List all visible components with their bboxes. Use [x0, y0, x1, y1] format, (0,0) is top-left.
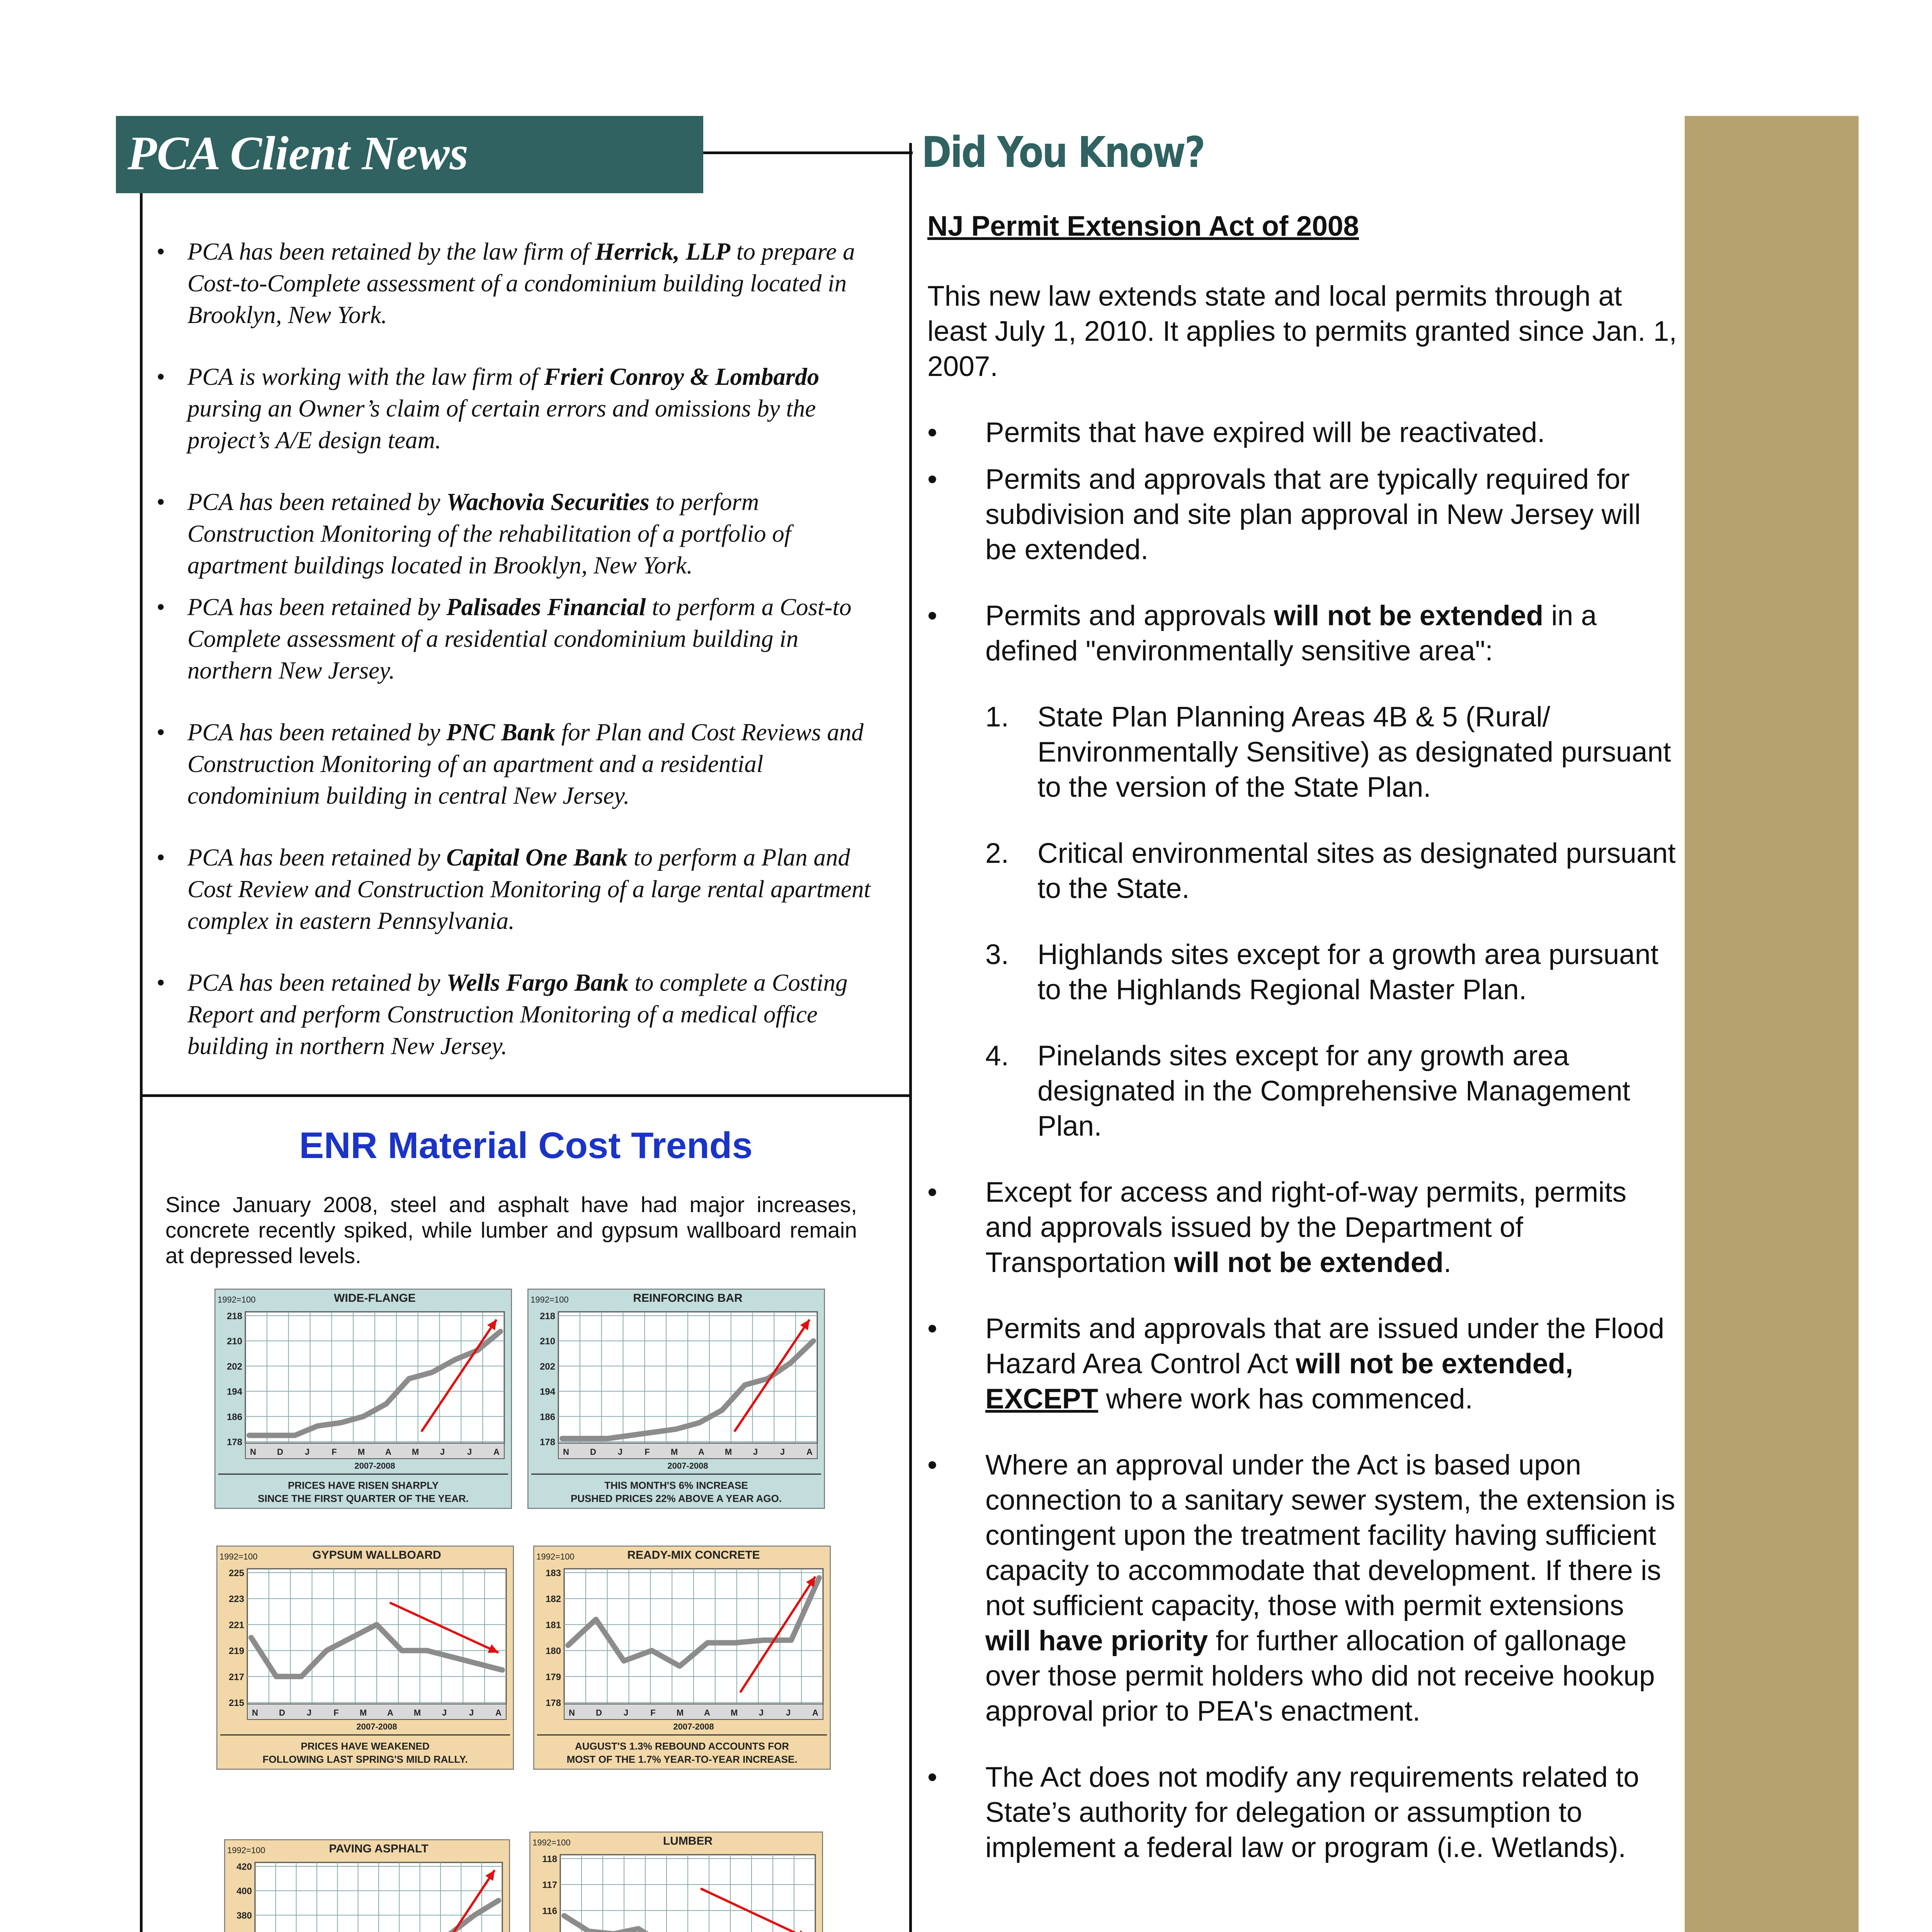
did-you-know-body: [927, 209, 1677, 1896]
y-tick-label: 380: [236, 1910, 252, 1921]
y-tick-label: 194: [539, 1386, 555, 1397]
news-item: • PCA has been retained by Palisades Financial to perform a Cost-to Complete assessment of a residential condominium building in northern New Jersey.: [156, 594, 852, 684]
bullet-item: • The Act does not modify any requirements related to State’s authority for delegation or assumption to implement a federal law or program (i.e. Wetlands).: [927, 1762, 1639, 1863]
client-news-title: PCA Client News: [128, 127, 468, 180]
x-tick-label: J: [780, 1447, 785, 1457]
news-item: • PCA has been retained by Capital One Bank to perform a Plan and Cost Review and Construction Monitoring of a large rental apartment complex in eastern Pennsylvania.: [156, 844, 871, 934]
news-item: • PCA has been retained by Wachovia Securities to perform Construction Monitoring of the rehabilitation of a portfolio of apartment buildings located in Brooklyn, New York.: [156, 488, 791, 579]
numbered-item: 4. Pinelands sites except for any growth area designated in the Comprehensive Management Plan.: [985, 1040, 1630, 1142]
x-tick-label: A: [704, 1708, 710, 1718]
y-tick-label: 180: [545, 1646, 561, 1656]
x-tick-label: N: [252, 1708, 258, 1718]
y-tick-label: 217: [228, 1672, 244, 1682]
chart-title: GYPSUM WALLBOARD: [312, 1549, 441, 1561]
y-tick-label: 218: [539, 1311, 555, 1321]
x-tick-label: N: [569, 1708, 575, 1718]
x-tick-label: M: [359, 1708, 367, 1718]
y-tick-label: 194: [226, 1386, 242, 1397]
y-tick-label: 178: [545, 1698, 561, 1708]
y-tick-label: 218: [226, 1311, 242, 1321]
period-label: 2007-2008: [356, 1722, 397, 1731]
x-tick-label: A: [493, 1447, 500, 1457]
news-item: • PCA has been retained by Wells Fargo Bank to complete a Costing Report and perform Construction Monitoring of a medical office building in northern New Jersey.: [156, 969, 848, 1060]
chart-wide-flange: [214, 1289, 512, 1509]
chart-base-label: 1992=100: [536, 1552, 575, 1561]
bullet-item: • Where an approval under the Act is based upon connection to a sanitary sewer system, the extension is contingent upon the treatment facility having sufficient capacity to accommodate that development. If there is not sufficient capacity, those with permit extensions will have priority for further allocation of gallonage over those permit holders who did not receive hookup approval prior to PEA's enactment.: [927, 1449, 1675, 1727]
client-news-header: [116, 116, 703, 193]
y-tick-label: 215: [228, 1698, 244, 1708]
x-tick-label: M: [412, 1447, 419, 1457]
y-tick-label: 202: [539, 1361, 555, 1372]
x-axis-band: [564, 1704, 823, 1719]
period-label: 2007-2008: [354, 1461, 395, 1471]
bullet-item: • Permits and approvals will not be extended in a defined "environmentally sensitive area":: [927, 600, 1597, 667]
chart-caption: MOST OF THE 1.7% YEAR-TO-YEAR INCREASE.: [566, 1753, 798, 1765]
x-tick-label: A: [495, 1708, 502, 1718]
x-tick-label: J: [306, 1708, 312, 1718]
x-tick-label: A: [812, 1708, 818, 1718]
x-tick-label: J: [617, 1447, 623, 1457]
y-tick-label: 182: [545, 1594, 561, 1605]
chart-title: WIDE-FLANGE: [334, 1292, 416, 1304]
y-tick-label: 186: [226, 1412, 242, 1422]
x-tick-label: A: [698, 1447, 704, 1457]
chart-caption: PUSHED PRICES 22% ABOVE A YEAR AGO.: [570, 1493, 782, 1504]
chart-title: PAVING ASPHALT: [329, 1842, 429, 1855]
y-tick-label: 117: [542, 1880, 557, 1891]
chart-svg: [214, 1289, 512, 1509]
numbered-item: 3. Highlands sites except for a growth area pursuant to the Highlands Regional Master Plan.: [985, 939, 1658, 1005]
chart-svg: [216, 1546, 514, 1770]
x-tick-label: D: [590, 1447, 596, 1457]
chart-lumber: [529, 1832, 823, 1932]
y-tick-label: 221: [228, 1620, 244, 1631]
x-tick-label: F: [332, 1447, 337, 1457]
x-tick-label: J: [623, 1708, 629, 1718]
x-axis-band: [558, 1443, 817, 1459]
chart-base-label: 1992=100: [532, 1838, 571, 1847]
numbered-item: 2. Critical environmental sites as designated pursuant to the State.: [985, 838, 1676, 904]
x-tick-label: A: [806, 1447, 813, 1457]
x-tick-label: D: [596, 1708, 602, 1718]
y-tick-label: 210: [226, 1336, 242, 1347]
y-tick-label: 225: [228, 1568, 244, 1578]
y-tick-label: 186: [539, 1412, 555, 1422]
news-item: • PCA is working with the law firm of Frieri Conroy & Lombardo pursing an Owner’s claim of certain errors and omissions by the project’s A/E design team.: [156, 363, 820, 454]
chart-svg: [224, 1839, 510, 1932]
section-divider: [140, 1094, 912, 1097]
did-you-know-title: Did You Know?: [922, 128, 1204, 177]
x-tick-label: D: [279, 1708, 285, 1718]
y-tick-label: 178: [226, 1437, 242, 1447]
chart-base-label: 1992=100: [227, 1845, 265, 1855]
x-tick-label: A: [385, 1447, 391, 1457]
chart-caption: AUGUST'S 1.3% REBOUND ACCOUNTS FOR: [575, 1740, 789, 1752]
header-rule: [703, 151, 913, 154]
chart-caption: PRICES HAVE RISEN SHARPLY: [287, 1480, 439, 1491]
y-tick-label: 400: [236, 1886, 252, 1897]
client-news-list: [155, 236, 889, 1062]
intro-paragraph: This new law extends state and local permits through at least July 1, 2010. It applies to permits granted since Jan. 1, 2007.: [927, 281, 1677, 382]
chart-caption: FOLLOWING LAST SPRING'S MILD RALLY.: [262, 1753, 468, 1765]
x-tick-label: M: [730, 1708, 738, 1718]
chart-title: REINFORCING BAR: [633, 1292, 743, 1304]
x-tick-label: M: [676, 1708, 684, 1718]
x-tick-label: D: [277, 1447, 283, 1457]
numbered-item: 1. State Plan Planning Areas 4B & 5 (Rural/ Environmentally Sensitive) as designated pursuant to the version of the State Plan.: [985, 701, 1671, 803]
bullet-item: • Permits and approvals that are typically required for subdivision and site plan approval in New Jersey will be extended.: [927, 464, 1641, 565]
chart-svg: [529, 1832, 823, 1932]
x-tick-label: J: [469, 1708, 474, 1718]
x-tick-label: J: [442, 1708, 447, 1718]
x-tick-label: M: [357, 1447, 365, 1457]
x-tick-label: M: [670, 1447, 678, 1457]
x-tick-label: M: [413, 1708, 421, 1718]
chart-base-label: 1992=100: [218, 1295, 256, 1304]
chart-base-label: 1992=100: [531, 1295, 569, 1304]
x-tick-label: A: [387, 1708, 393, 1718]
x-tick-label: J: [304, 1447, 310, 1457]
enr-description: Since January 2008, steel and asphalt have had major increases, concrete recently spiked, while lumber and gypsum wallboard remain at depressed levels.: [165, 1192, 857, 1268]
y-tick-label: 179: [545, 1672, 561, 1682]
chart-svg: [527, 1289, 825, 1509]
chart-reinforcing-bar: [527, 1289, 825, 1509]
y-tick-label: 118: [542, 1854, 557, 1864]
x-tick-label: J: [786, 1708, 791, 1718]
x-axis-band: [247, 1704, 506, 1719]
bullet-item: • Permits and approvals that are issued under the Flood Hazard Area Control Act will not be extended, EXCEPT where work has commenced.: [927, 1313, 1665, 1415]
y-tick-label: 202: [226, 1361, 242, 1372]
x-tick-label: M: [724, 1447, 732, 1457]
chart-base-label: 1992=100: [219, 1552, 258, 1561]
bullet-item: • Permits that have expired will be reactivated.: [927, 417, 1545, 448]
y-tick-label: 181: [545, 1620, 561, 1631]
chart-title: LUMBER: [663, 1835, 713, 1847]
chart-caption: SINCE THE FIRST QUARTER OF THE YEAR.: [258, 1493, 469, 1504]
chart-title: READY-MIX CONCRETE: [627, 1549, 760, 1561]
x-axis-band: [245, 1443, 504, 1459]
chart-svg: [533, 1546, 831, 1770]
y-tick-label: 210: [539, 1336, 555, 1347]
chart-ready-mix-concrete: [533, 1546, 831, 1770]
x-tick-label: J: [759, 1708, 764, 1718]
permit-act-heading: NJ Permit Extension Act of 2008: [927, 211, 1359, 242]
x-tick-label: F: [645, 1447, 650, 1457]
period-label: 2007-2008: [673, 1722, 714, 1731]
x-tick-label: J: [440, 1447, 445, 1457]
x-tick-label: N: [250, 1447, 256, 1457]
y-tick-label: 223: [228, 1594, 244, 1605]
decorative-sidebar: [1685, 116, 1859, 1932]
chart-gypsum-wallboard: [216, 1546, 514, 1770]
bullet-item: • Except for access and right-of-way permits, permits and approvals issued by the Department of Transportation will not be extended.: [927, 1177, 1627, 1278]
period-label: 2007-2008: [667, 1461, 708, 1471]
y-tick-label: 116: [542, 1906, 557, 1917]
x-tick-label: F: [333, 1708, 339, 1718]
chart-caption: PRICES HAVE WEAKENED: [301, 1740, 430, 1752]
chart-caption: THIS MONTH'S 6% INCREASE: [604, 1480, 748, 1491]
y-tick-label: 420: [236, 1862, 252, 1872]
y-tick-label: 178: [539, 1437, 555, 1447]
x-tick-label: N: [563, 1447, 569, 1457]
news-item: • PCA has been retained by the law firm of Herrick, LLP to prepare a Cost-to-Complete assessment of a condominium building located in Brooklyn, New York.: [156, 238, 855, 328]
x-tick-label: F: [650, 1708, 656, 1718]
y-tick-label: 183: [545, 1568, 561, 1578]
enr-title: ENR Material Cost Trends: [299, 1125, 753, 1166]
y-tick-label: 219: [228, 1646, 244, 1656]
news-item: • PCA has been retained by PNC Bank for Plan and Cost Reviews and Construction Monitoring of an apartment and a residential condominium building in central New Jersey.: [156, 719, 864, 809]
chart-paving-asphalt: [224, 1839, 510, 1932]
x-tick-label: J: [467, 1447, 472, 1457]
x-tick-label: J: [753, 1447, 758, 1457]
